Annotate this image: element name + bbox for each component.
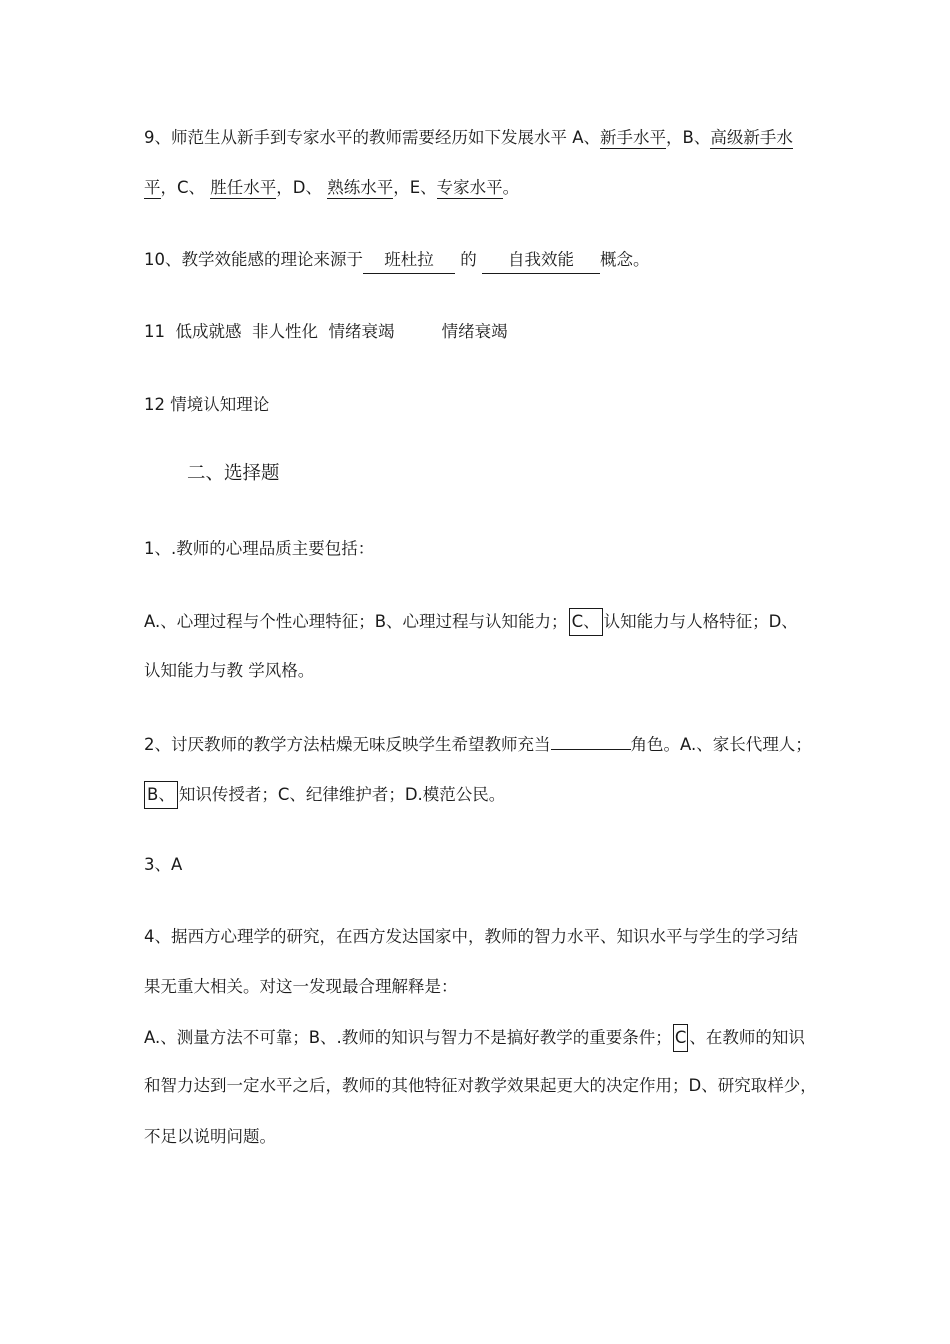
q9-sep-e: ，E、 bbox=[393, 178, 437, 197]
c2-line2-rest: 知识传授者；C、纪律维护者；D.模范公民。 bbox=[178, 785, 506, 804]
q10-blank-2: 自我效能 bbox=[482, 248, 600, 274]
c2-selected-answer-box: B、 bbox=[144, 781, 178, 809]
section-heading: 二、选择题 bbox=[187, 463, 280, 484]
q9-answer-e: 专家水平 bbox=[436, 178, 503, 197]
c4-options-line3: 不足以说明问题。 bbox=[144, 1127, 276, 1146]
q10-blank-1: 班杜拉 bbox=[363, 248, 455, 274]
c4-options-line2: 和智力达到一定水平之后，教师的其他特征对教学效果起更大的决定作用；D、研究取样少， bbox=[144, 1076, 817, 1095]
q9-answer-c: 胜任水平 bbox=[210, 178, 277, 197]
c2-blank bbox=[551, 731, 631, 750]
q9-answer-b-part1: 高级新手水 bbox=[710, 128, 793, 147]
c1-options-line2: 认知能力与教 学风格。 bbox=[144, 661, 315, 680]
c1-stem: 1、.教师的心理品质主要包括： bbox=[144, 539, 375, 558]
c2-after-blank: 角色。A.、家长代理人； bbox=[630, 735, 812, 754]
c3-line: 3、A bbox=[144, 855, 183, 874]
c4-stem-line2: 果无重大相关。对这一发现最合理解释是： bbox=[144, 977, 458, 996]
q9-prefix: 9、师范生从新手到专家水平的教师需要经历如下发展水平 A、 bbox=[144, 128, 601, 147]
c4-stem-line1: 4、据西方心理学的研究，在西方发达国家中，教师的智力水平、知识水平与学生的学习结 bbox=[144, 927, 798, 946]
c2-line2 bbox=[144, 781, 505, 809]
q10-prefix: 10、教学效能感的理论来源于 bbox=[144, 250, 363, 269]
c1-options-before: A.、心理过程与个性心理特征；B、心理过程与认知能力； bbox=[144, 612, 568, 631]
q10-mid: 的 bbox=[460, 250, 477, 269]
q9-answer-d: 熟练水平 bbox=[327, 178, 394, 197]
c1-selected-answer-box: C、 bbox=[569, 608, 603, 636]
q9-sep-d: ，D、 bbox=[276, 178, 328, 197]
c2-line1 bbox=[144, 731, 812, 757]
c4-options-line1 bbox=[144, 1024, 805, 1052]
q9-answer-b-part2: 平 bbox=[144, 178, 161, 197]
c4-options-after: 、在教师的知识 bbox=[689, 1028, 805, 1047]
q9-line2 bbox=[144, 176, 519, 200]
q12-line: 12 情境认知理论 bbox=[144, 395, 270, 414]
c4-options-before: A.、测量方法不可靠；B、.教师的知识与智力不是搞好教学的重要条件； bbox=[144, 1028, 672, 1047]
c4-selected-answer-box: C bbox=[673, 1024, 689, 1052]
q9-line1 bbox=[144, 126, 793, 150]
q10-end: 概念。 bbox=[600, 250, 650, 269]
q9-sep-c: ，C、 bbox=[160, 178, 211, 197]
q10-line bbox=[144, 248, 650, 274]
c1-options-after: 认知能力与人格特征；D、 bbox=[603, 612, 798, 631]
q9-sep-b: ，B、 bbox=[666, 128, 711, 147]
q9-end: 。 bbox=[502, 178, 520, 197]
q11-line: 11 低成就感 非人性化 情绪衰竭 情绪衰竭 bbox=[144, 322, 508, 341]
c1-options-line1 bbox=[144, 608, 798, 636]
c2-stem: 2、讨厌教师的教学方法枯燥无味反映学生希望教师充当 bbox=[144, 735, 551, 754]
q9-answer-a: 新手水平 bbox=[600, 128, 667, 147]
